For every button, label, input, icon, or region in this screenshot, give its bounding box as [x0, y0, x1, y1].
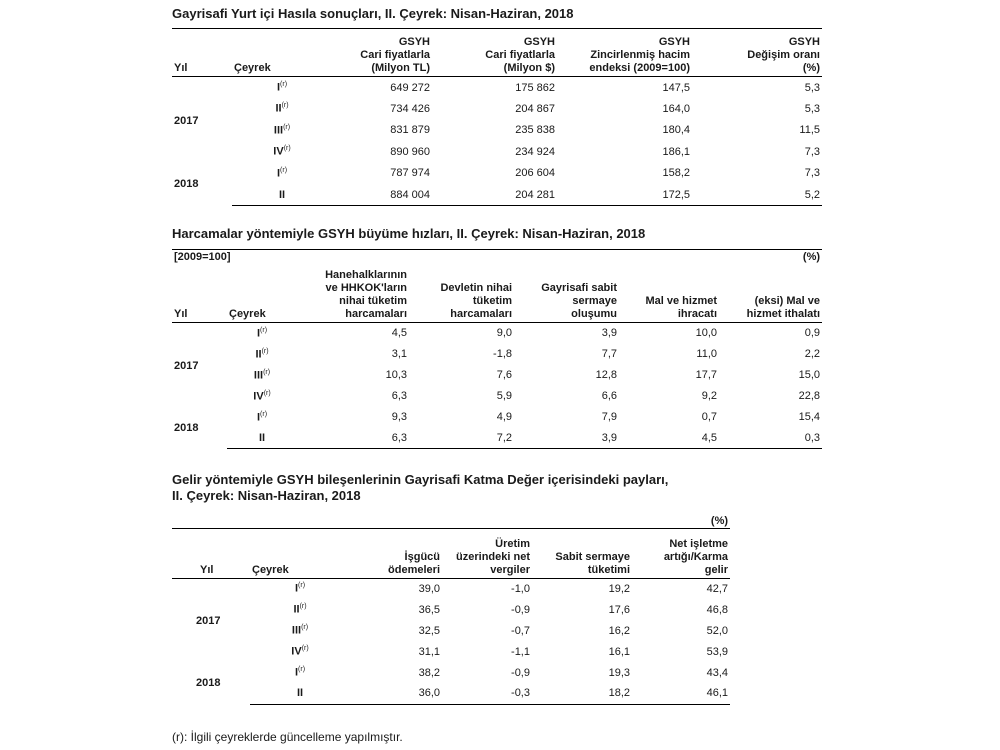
value-cell: 16,2: [608, 624, 631, 637]
value-cell: 43,4: [706, 666, 729, 679]
table-row: [172, 77, 822, 99]
value-cell: -0,9: [511, 603, 530, 616]
value-cell: 31,1: [418, 645, 440, 658]
value-cell: 15,4: [798, 411, 821, 423]
value-cell: 9,2: [701, 390, 718, 402]
value-cell: 16,1: [608, 645, 631, 658]
value-cell: 172,5: [557, 184, 692, 206]
col-year: Yıl: [172, 265, 227, 323]
value-cell: 734 426: [390, 102, 430, 115]
value-cell: -0,7: [511, 624, 530, 637]
value-cell: 46,8: [706, 603, 729, 616]
value-cell: 39,0: [418, 582, 440, 595]
year-cell: 2017: [196, 615, 221, 628]
value-cell: 3,9: [601, 327, 618, 340]
table-row: [172, 641, 730, 662]
col-government-consumption: Devletin nihai tüketim harcamaları: [409, 265, 514, 323]
value-cell: 9,0: [496, 327, 513, 340]
value-cell: 17,7: [695, 369, 718, 381]
quarter-cell: $I^{(r)}$: [294, 666, 306, 679]
table-row: [172, 683, 730, 704]
value-cell: 204 867: [515, 102, 555, 115]
income-shares-table: [172, 514, 730, 705]
value-cell: -0,9: [511, 666, 530, 679]
col-exports: Mal ve hizmet ihracatı: [619, 265, 719, 323]
col-quarter: Çeyrek: [227, 265, 297, 323]
value-cell: 7,2: [409, 428, 514, 449]
value-cell: 11,5: [799, 124, 820, 137]
col-net-taxes: Üretim üzerindeki net vergiler: [442, 528, 532, 578]
table-row: [172, 386, 822, 407]
table2-unit-left: [2009=100]: [172, 250, 297, 265]
value-cell: 5,3: [804, 81, 820, 94]
value-cell: 7,9: [601, 411, 618, 423]
table3-unit-right: (%): [710, 514, 729, 527]
value-cell: 11,0: [696, 348, 718, 360]
table1-title: Gayrisafi Yurt içi Hasıla sonuçları, II. Çeyrek: Nisan-Haziran, 2018: [172, 6, 574, 21]
value-cell: 3,9: [514, 428, 619, 449]
value-cell: 186,1: [662, 145, 690, 158]
col-imports: (eksi) Mal ve hizmet ithalatı: [719, 265, 822, 323]
col-quarter: Çeyrek: [232, 29, 332, 77]
value-cell: 0,3: [719, 428, 822, 449]
value-cell: 3,1: [391, 348, 408, 360]
year-cell: 2018: [174, 178, 199, 190]
year-cell: 2018: [174, 421, 199, 434]
value-cell: 0,7: [701, 411, 718, 423]
col-gross-fixed-capital: Gayrisafi sabit sermaye oluşumu: [514, 265, 619, 323]
value-cell: 6,3: [297, 428, 409, 449]
table-row: [172, 365, 822, 386]
value-cell: 36,5: [418, 603, 440, 616]
value-cell: 7,6: [496, 369, 513, 381]
table2-unit-right: (%): [719, 250, 822, 265]
value-cell: 10,0: [695, 327, 718, 340]
table-row: [172, 620, 730, 641]
quarter-cell: II: [227, 428, 297, 449]
table-row: [172, 98, 822, 120]
value-cell: -0,3: [442, 683, 532, 704]
table-row: [172, 120, 822, 142]
value-cell: 204 281: [432, 184, 557, 206]
value-cell: 234 924: [515, 145, 555, 158]
value-cell: 42,7: [706, 582, 729, 595]
value-cell: 17,6: [608, 603, 631, 616]
value-cell: 5,3: [804, 102, 820, 115]
value-cell: 38,2: [418, 666, 440, 679]
quarter-cell: $I^{(r)}$: [256, 410, 268, 424]
value-cell: 5,9: [496, 390, 513, 402]
value-cell: 175 862: [515, 81, 555, 94]
col-gdp-usd: GSYH Cari fiyatlarla (Milyon $): [432, 29, 557, 77]
value-cell: 2,2: [804, 348, 821, 360]
expenditure-growth-table: [172, 249, 822, 449]
value-cell: 4,5: [619, 428, 719, 449]
footnote: (r): İlgili çeyreklerde güncelleme yapılmıştır.: [172, 730, 403, 744]
quarter-cell: IV$^{(r)}$: [291, 645, 309, 658]
value-cell: 884 004: [332, 184, 432, 206]
value-cell: 5,2: [692, 184, 822, 206]
col-gdp-change-rate: GSYH Değişim oranı (%): [692, 29, 822, 77]
col-fixed-capital-consumption: Sabit sermaye tüketimi: [532, 528, 632, 578]
quarter-cell: IV$^{(r)}$: [273, 145, 291, 159]
value-cell: 53,9: [706, 645, 729, 658]
year-cell: 2017: [174, 359, 199, 372]
quarter-cell: II$^{(r)}$: [275, 102, 289, 116]
value-cell: -1,0: [511, 582, 530, 595]
col-compensation: İşgücü ödemeleri: [350, 528, 442, 578]
value-cell: 19,2: [608, 582, 631, 595]
value-cell: 32,5: [418, 624, 440, 637]
quarter-cell: II$^{(r)}$: [293, 603, 307, 616]
value-cell: 787 974: [390, 167, 430, 180]
quarter-cell: IV$^{(r)}$: [253, 389, 271, 403]
table-row: [172, 428, 822, 449]
gdp-results-table: [172, 28, 822, 206]
value-cell: 19,3: [608, 666, 631, 679]
value-cell: 158,2: [662, 167, 690, 180]
value-cell: 36,0: [350, 683, 442, 704]
table-row: [172, 184, 822, 206]
value-cell: 180,4: [662, 124, 690, 137]
value-cell: -1,8: [493, 348, 513, 360]
table3-title-line2: II. Çeyrek: Nisan-Haziran, 2018: [172, 488, 361, 503]
value-cell: 7,7: [601, 348, 618, 360]
value-cell: 235 838: [515, 124, 555, 137]
col-quarter: Çeyrek: [250, 528, 350, 578]
table-row: [172, 141, 822, 163]
value-cell: 10,3: [385, 369, 408, 381]
value-cell: 52,0: [706, 624, 729, 637]
value-cell: 12,8: [595, 369, 618, 381]
table-row: [172, 407, 822, 428]
col-operating-surplus: Net işletme artığı/Karma gelir: [632, 528, 730, 578]
year-cell: 2017: [174, 114, 199, 127]
table3-title-line1: Gelir yöntemiyle GSYH bileşenlerinin Gayrisafi Katma Değer içerisindeki payları,: [172, 472, 669, 487]
quarter-cell: III$^{(r)}$: [253, 368, 271, 382]
value-cell: 831 879: [390, 124, 430, 137]
value-cell: 6,3: [391, 390, 408, 402]
table-row: [172, 163, 822, 185]
table-row: [172, 662, 730, 683]
table-row: [172, 323, 822, 344]
table-row: [172, 344, 822, 365]
quarter-cell: III$^{(r)}$: [291, 624, 309, 637]
value-cell: 206 604: [515, 167, 555, 180]
quarter-cell: $I^{(r)}$: [294, 582, 306, 596]
value-cell: 147,5: [662, 81, 690, 94]
value-cell: 9,3: [391, 411, 408, 423]
value-cell: 7,3: [804, 145, 820, 158]
value-cell: 7,3: [804, 167, 820, 180]
value-cell: 15,0: [798, 369, 821, 381]
quarter-cell: III$^{(r)}$: [273, 123, 291, 137]
quarter-cell: II$^{(r)}$: [255, 347, 269, 361]
table-row: [172, 599, 730, 620]
value-cell: 0,9: [804, 327, 821, 340]
value-cell: 6,6: [601, 390, 618, 402]
value-cell: 46,1: [632, 683, 730, 704]
quarter-cell: II: [232, 184, 332, 206]
quarter-cell: II: [250, 683, 350, 704]
value-cell: 4,9: [496, 411, 513, 423]
col-year: Yıl: [172, 528, 250, 578]
value-cell: 22,8: [798, 390, 821, 402]
value-cell: 4,5: [391, 327, 408, 340]
value-cell: 890 960: [390, 145, 430, 158]
year-cell: 2018: [196, 677, 221, 689]
col-household-consumption: Hanehalklarının ve HHKOK'ların nihai tüketim harcamaları: [297, 265, 409, 323]
col-year: Yıl: [172, 29, 232, 77]
value-cell: 18,2: [532, 683, 632, 704]
table-row: [172, 578, 730, 599]
value-cell: -1,1: [511, 645, 530, 658]
quarter-cell: $I^{(r)}$: [276, 166, 288, 180]
quarter-cell: $I^{(r)}$: [256, 326, 268, 340]
quarter-cell: $I^{(r)}$: [276, 81, 288, 94]
value-cell: 649 272: [390, 81, 430, 94]
col-gdp-tl: GSYH Cari fiyatlarla (Milyon TL): [332, 29, 432, 77]
col-gdp-volume-index: GSYH Zincirlenmiş hacim endeksi (2009=100): [557, 29, 692, 77]
value-cell: 164,0: [662, 102, 690, 115]
table2-title: Harcamalar yöntemiyle GSYH büyüme hızları, II. Çeyrek: Nisan-Haziran, 2018: [172, 226, 646, 241]
